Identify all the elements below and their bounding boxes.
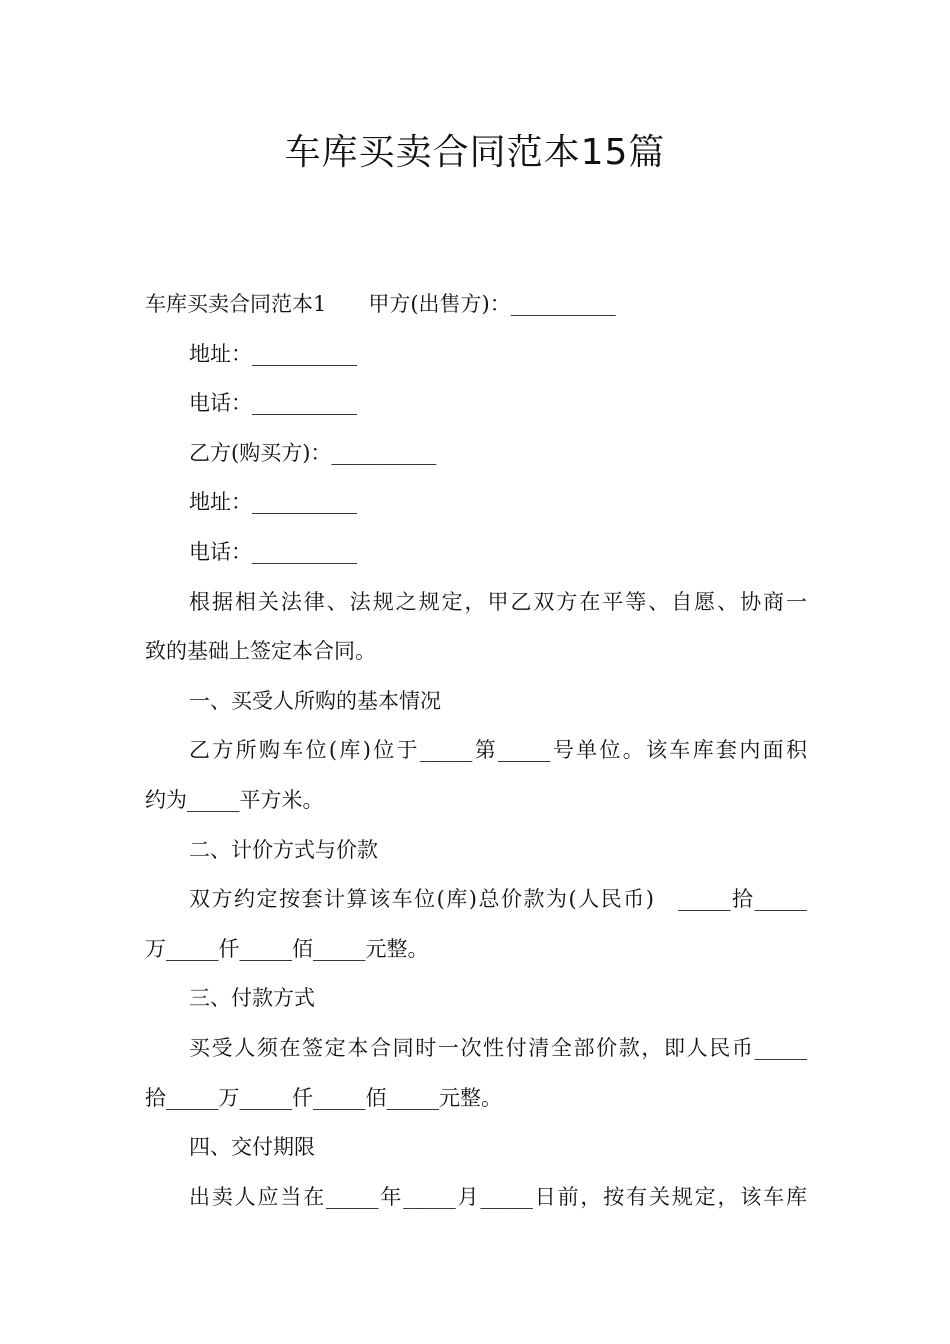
clause-2-line-2: 万_____仟_____佰_____元整。	[145, 936, 429, 961]
party-a-address: 地址：__________	[189, 341, 357, 366]
clause-1-line-1: 乙方所购车位(库)位于_____第_____号单位。该车库套内面积	[189, 738, 807, 763]
party-a-phone: 电话：__________	[189, 391, 357, 416]
clause-1-line-2: 约为_____平方米。	[145, 787, 324, 812]
clause-3-line-2: 拾_____万_____仟_____佰_____元整。	[145, 1085, 502, 1110]
clause-heading-4: 四、交付期限	[189, 1135, 315, 1160]
party-b-label: 乙方(购买方)：__________	[189, 440, 437, 465]
clause-3-line-1: 买受人须在签定本合同时一次性付清全部价款，即人民币_____	[189, 1035, 807, 1060]
clause-heading-3: 三、付款方式	[189, 986, 315, 1011]
party-b-address: 地址：__________	[189, 490, 357, 515]
clause-heading-2: 二、计价方式与价款	[189, 837, 378, 862]
clause-heading-1: 一、买受人所购的基本情况	[189, 688, 441, 713]
clause-2-line-1: 双方约定按套计算该车位(库)总价款为(人民币) _____拾_____	[189, 887, 807, 912]
preamble-line-1: 根据相关法律、法规之规定，甲乙双方在平等、自愿、协商一	[189, 589, 807, 614]
section-heading-sample-1: 车库买卖合同范本1 甲方(出售方)：__________	[145, 292, 616, 316]
document-title: 车库买卖合同范本15篇	[284, 132, 666, 173]
clause-4-line-1: 出卖人应当在_____年_____月_____日前，按有关规定，该车库	[189, 1184, 807, 1209]
document-body	[145, 280, 807, 1222]
party-b-phone: 电话：__________	[189, 539, 357, 564]
preamble-line-2: 致的基础上签定本合同。	[145, 639, 376, 664]
